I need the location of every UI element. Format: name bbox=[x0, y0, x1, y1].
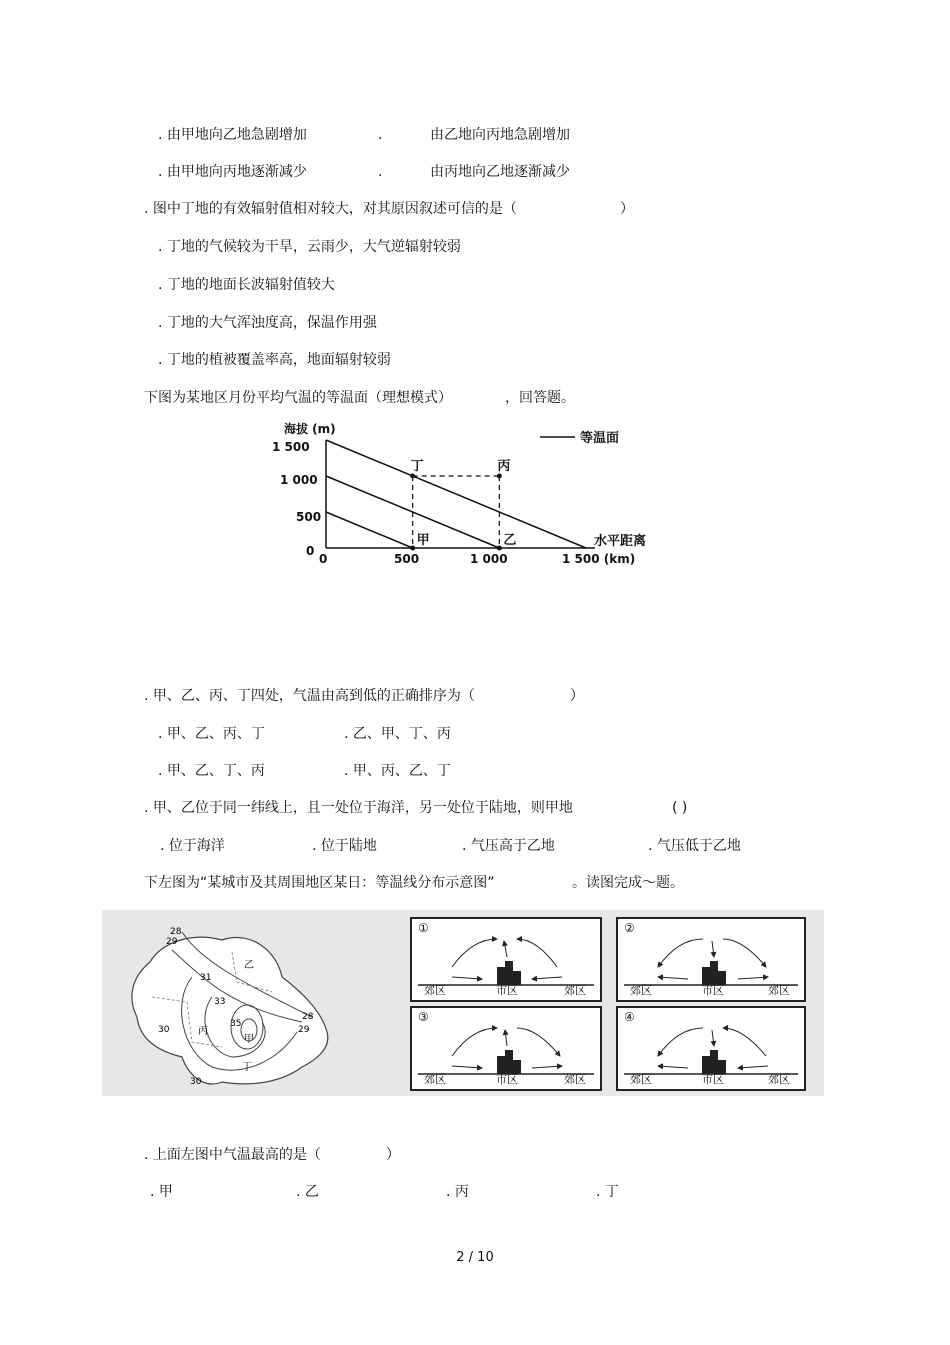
option-b: 由乙地向丙地急剧增加 bbox=[430, 127, 570, 143]
option-c: . 丁地的大气浑浊度高，保温作用强 bbox=[158, 315, 377, 331]
x-axis-label: 水平距离 bbox=[594, 534, 647, 549]
suburb-label: 郊区 bbox=[424, 1073, 446, 1086]
question-stem: . 上面左图中气温最高的是（ bbox=[144, 1147, 321, 1163]
x-tick-label: 1 000 bbox=[470, 552, 508, 566]
isotherm-chart bbox=[270, 418, 670, 578]
circulation-panel-4 bbox=[616, 1006, 806, 1091]
arrow bbox=[723, 939, 766, 967]
arrow bbox=[517, 1028, 560, 1056]
point-label: 丁 bbox=[410, 459, 424, 474]
question-paren-close: ） bbox=[386, 1147, 400, 1163]
page-number: 2 / 10 bbox=[456, 1250, 494, 1265]
isotherm-label: 31 bbox=[200, 973, 212, 983]
panel-number: ② bbox=[624, 921, 635, 935]
circulation-panel-3 bbox=[410, 1006, 602, 1091]
intro-text: 下图为某地区月份平均气温的等温面（理想模式） bbox=[144, 390, 452, 406]
arrow bbox=[504, 941, 507, 957]
isotherm-points bbox=[410, 459, 516, 551]
option-d: . 丁 bbox=[596, 1184, 619, 1200]
isotherm-label: 29 bbox=[298, 1025, 310, 1035]
panel-number: ① bbox=[418, 921, 429, 935]
district-label: 乙 bbox=[244, 960, 254, 971]
arrow bbox=[712, 941, 714, 957]
option-d: 由丙地向乙地逐渐减少 bbox=[430, 164, 570, 180]
option-c: . 甲、乙、丁、丙 bbox=[158, 763, 265, 779]
isotherm-label: 33 bbox=[214, 997, 226, 1007]
option-a: . 由甲地向乙地急剧增加 bbox=[158, 127, 307, 143]
city-label: 市区 bbox=[702, 1073, 724, 1086]
arrow bbox=[452, 977, 482, 979]
suburb-label: 郊区 bbox=[564, 1073, 586, 1086]
suburb-label: 郊区 bbox=[768, 984, 790, 997]
option-d: . 甲、丙、乙、丁 bbox=[344, 763, 451, 779]
option-a: . 甲 bbox=[150, 1184, 173, 1200]
question-stem: . 图中丁地的有效辐射值相对较大，对其原因叙述可信的是（ bbox=[144, 201, 517, 217]
point-marker bbox=[497, 474, 502, 479]
x-tick-label: 0 bbox=[319, 552, 328, 566]
option-b-dot: . bbox=[378, 127, 383, 143]
figure-strip bbox=[102, 910, 824, 1096]
suburb-label: 郊区 bbox=[630, 1073, 652, 1086]
panel-number: ③ bbox=[418, 1010, 429, 1024]
arrow bbox=[532, 1066, 562, 1068]
point-marker bbox=[410, 546, 415, 551]
isotherm-label: 35 bbox=[230, 1019, 242, 1029]
arrow bbox=[658, 1028, 703, 1056]
city-isotherm-map bbox=[112, 922, 352, 1092]
point-label: 丙 bbox=[497, 459, 511, 474]
point-marker bbox=[497, 546, 502, 551]
isotherm-label: 28 bbox=[170, 927, 182, 937]
question-paren: ( ) bbox=[672, 800, 688, 816]
question-stem: . 甲、乙、丙、丁四处，气温由高到低的正确排序为（ bbox=[144, 688, 475, 704]
option-d-dot: . bbox=[378, 164, 383, 180]
question-paren-close: ） bbox=[570, 688, 584, 704]
option-a: . 位于海洋 bbox=[160, 838, 225, 854]
isotherm-label: 30 bbox=[158, 1025, 170, 1035]
arrow bbox=[658, 977, 688, 979]
isotherm-label: 30 bbox=[190, 1077, 202, 1087]
option-a: . 甲、乙、丙、丁 bbox=[158, 726, 265, 742]
option-b: . 乙、甲、丁、丙 bbox=[344, 726, 451, 742]
isotherm-lines bbox=[326, 440, 586, 548]
question-paren-close: ） bbox=[620, 201, 634, 217]
point-label: 甲 bbox=[416, 533, 430, 548]
city-label: 市区 bbox=[496, 1073, 518, 1086]
x-tick-label: 500 bbox=[394, 552, 420, 566]
city-label: 市区 bbox=[702, 984, 724, 997]
city-label: 市区 bbox=[496, 984, 518, 997]
option-b: . 位于陆地 bbox=[312, 838, 377, 854]
option-b: . 丁地的地面长波辐射值较大 bbox=[158, 277, 335, 293]
district-label: 甲 bbox=[244, 1034, 254, 1045]
option-d: . 气压低于乙地 bbox=[648, 838, 741, 854]
arrow bbox=[532, 977, 562, 979]
question-stem: . 甲、乙位于同一纬线上，且一处位于海洋，另一处位于陆地，则甲地 bbox=[144, 800, 573, 816]
y-tick-label: 1 000 bbox=[280, 473, 318, 487]
arrow bbox=[517, 939, 557, 967]
option-c: . 丙 bbox=[446, 1184, 469, 1200]
option-d: . 丁地的植被覆盖率高，地面辐射较弱 bbox=[158, 352, 391, 368]
suburb-label: 郊区 bbox=[564, 984, 586, 997]
y-tick-label: 0 bbox=[306, 544, 315, 558]
arrow bbox=[658, 939, 703, 967]
arrow bbox=[452, 1066, 482, 1068]
option-c: . 由甲地向丙地逐渐减少 bbox=[158, 164, 307, 180]
suburb-label: 郊区 bbox=[768, 1073, 790, 1086]
arrow bbox=[738, 1066, 768, 1068]
y-tick-label: 500 bbox=[296, 510, 322, 524]
intro-text: 下左图为“某城市及其周围地区某日：等温线分布示意图” bbox=[144, 875, 495, 891]
option-c: . 气压高于乙地 bbox=[462, 838, 555, 854]
intro-text-end: ，回答题。 bbox=[505, 390, 575, 406]
arrow bbox=[505, 1030, 507, 1046]
arrow bbox=[452, 939, 497, 967]
arrow bbox=[658, 1066, 688, 1068]
y-axis-label: 海拔 (m) bbox=[284, 422, 336, 436]
arrow bbox=[723, 1028, 766, 1056]
isotherm-surface-line bbox=[326, 440, 586, 548]
suburb-label: 郊区 bbox=[630, 984, 652, 997]
point-marker bbox=[410, 474, 415, 479]
arrow bbox=[738, 977, 768, 979]
option-b: . 乙 bbox=[296, 1184, 319, 1200]
circulation-panel-1 bbox=[410, 917, 602, 1002]
y-tick-label: 1 500 bbox=[272, 440, 310, 454]
circulation-panel-2 bbox=[616, 917, 806, 1002]
arrow bbox=[452, 1028, 497, 1056]
suburb-label: 郊区 bbox=[424, 984, 446, 997]
x-tick-label: 1 500 (km) bbox=[562, 552, 636, 566]
intro-text-end: 。读图完成～题。 bbox=[572, 875, 684, 891]
point-label: 乙 bbox=[503, 533, 517, 548]
isotherm-label: 28 bbox=[302, 1012, 314, 1022]
district-label: 丙 bbox=[198, 1026, 208, 1037]
panel-number: ④ bbox=[624, 1010, 635, 1024]
option-a: . 丁地的气候较为干旱，云雨少，大气逆辐射较弱 bbox=[158, 239, 461, 255]
isotherm-surface-line bbox=[326, 512, 413, 548]
district-label: 丁 bbox=[242, 1062, 252, 1073]
isotherm-label: 29 bbox=[166, 937, 178, 947]
legend-label: 等温面 bbox=[580, 431, 620, 446]
arrow bbox=[712, 1030, 714, 1046]
